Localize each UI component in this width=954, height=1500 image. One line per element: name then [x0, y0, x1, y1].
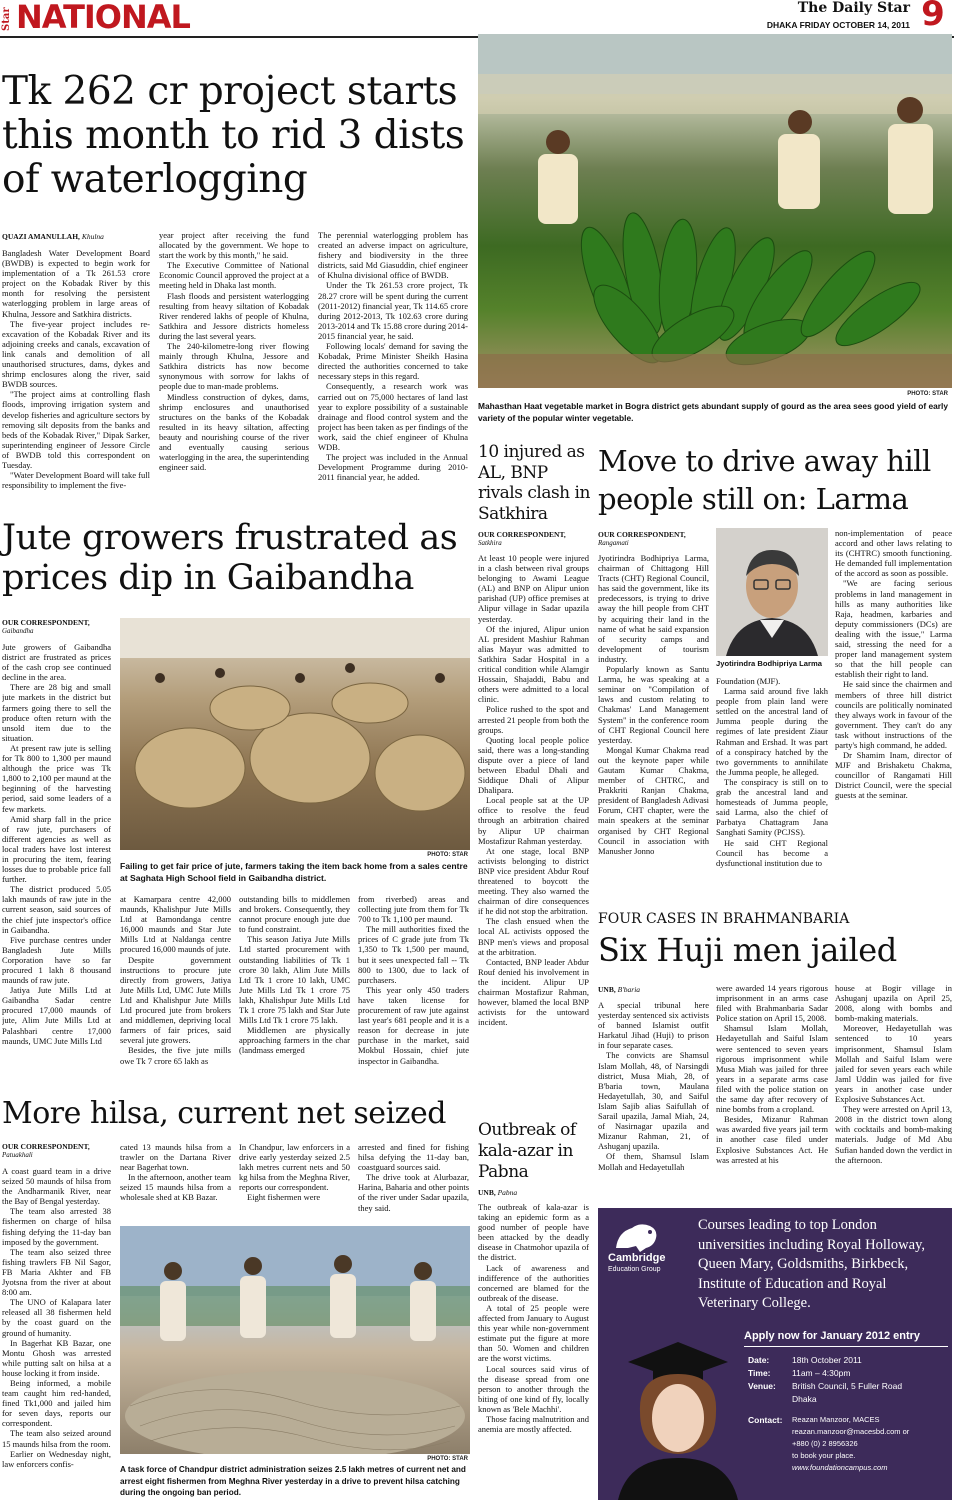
- paragraph: Bangladesh Water Development Board (BWDB) is expected to begin work for implementation of a Tk 261.53 crore project on the Kobadak River by this month for resolving the persistent waterlogging problem in large areas of Khulna, Jessore and Satkhira districts.: [2, 248, 150, 319]
- photo-caption: Mahasthan Haat vegetable market in Bogra district gets abundant supply of gourd as the area sees good yield of early variety of the popular winter vegetable.: [478, 401, 949, 423]
- story-column: [716, 676, 828, 901]
- paragraph: This year only 450 traders have taken license for procurement of raw jute against last year's 681 people and it is a reason for decrease in jute purchase in the market, said Mokbul Hossain, chief jute inspector in Gaibandha.: [358, 984, 469, 1066]
- byline-place: Satkhira: [478, 539, 502, 547]
- jute-illustration: [120, 618, 470, 850]
- ad-headline: Courses leading to top London universities including Royal Holloway, Queen Mary, Goldsmiths, Birkbeck, Institute of Education and Royal Veterinary College.: [698, 1217, 926, 1311]
- ad-website-link[interactable]: www.foundationcampus.com: [792, 1463, 888, 1472]
- paragraph: Amid sharp fall in the price of raw jute, purchasers of different agencies as well as local traders have lost interest in procuring the item, fearing losses due to probable price fall further.: [2, 813, 111, 885]
- byline-name: QUAZI AMANULLAH,: [2, 232, 80, 241]
- paragraph: Jatiya Jute Mills Ltd at Gaibandha Sadar centre procured 17,000 maunds of jute, Alim Jute Mills Ltd at Palashbari centre 17,000 maunds, UMC Jute Mills Ltd: [2, 985, 111, 1046]
- byline: [598, 985, 710, 994]
- story-column: [2, 642, 111, 1100]
- byline: [478, 1188, 590, 1197]
- dateline: DHAKA FRIDAY OCTOBER 14, 2011: [766, 20, 910, 30]
- paragraph: Police rushed to the spot and arrested 21 people from both the groups.: [478, 704, 589, 735]
- paragraph: The conspiracy is still on to grab the ancestral land and homesteads of Jumma people, said Larma, also the chief of Parbatya Chattagram Jana Sanghati Samity (PCJSS).: [716, 776, 828, 838]
- paragraph: They were arrested on April 13, 2008 in the district town along with cocktails and bomb-making materials. Judge of Md Abu Sufian handed down the verdict in the afternoon.: [835, 1104, 952, 1165]
- story-column: [2, 1166, 111, 1500]
- paragraph: Dr Shamim Inam, director of MJF and Brishaketu Chakma, councillor of Rangamati Hill District Council, were the special guests at the seminar.: [835, 750, 952, 801]
- ad-row-key: Venue:: [748, 1381, 776, 1391]
- ad-contact-line: +880 (0) 2 8956326: [792, 1439, 858, 1448]
- story-column: [358, 894, 469, 1100]
- paragraph: Those facing malnutrition and anemia are mostly affected.: [478, 1413, 589, 1435]
- side-logo: Star: [1, 7, 12, 31]
- story-column: [239, 894, 350, 1100]
- paragraph: year project after receiving the fund allocated by the government. We hope to start the work by this month," he said.: [159, 230, 309, 261]
- paragraph: The 240-kilometre-long river flowing mainly through Khulna, Jessore and Satkhira districts has now become synonymous with sorrow for lakhs of people due to man-made problems.: [159, 341, 309, 392]
- paragraph: There are 28 big and small jute markets in the district but farmers going there to sell the produce often return with the unsold item due to the situation.: [2, 682, 111, 743]
- ad-logo-sub: Education Group: [608, 1266, 661, 1273]
- photo-credit: PHOTO: STAR: [427, 852, 468, 858]
- ad-row-value: British Council, 5 Fuller Road Dhaka: [792, 1381, 903, 1404]
- story-column: [478, 553, 589, 1121]
- story-column: [358, 1142, 469, 1222]
- story-column: [598, 553, 709, 901]
- paragraph: At one stage, local BNP activists belonging to district BNP vice president Abdur Rouf threatened to boycott the meeting. They also warned the chairman of dire consequences if he did not stop the arbitration.: [478, 845, 589, 917]
- paragraph: Larma said around five lakh people from plain land were settled on the ancestral land of Jumma people during the regimes of late president Ziaur Rahman and Ershad. It was part of a conspiracy hatched by the two governments to annihilate the Jumma people, he alleged.: [716, 686, 828, 777]
- paragraph: Local sources said virus of the disease spread from one person to another through the biting of one kind of fly, locally known as 'Bele Machhi'.: [478, 1363, 589, 1414]
- ad-contact-line: Reazan Manzoor, MACES: [792, 1415, 880, 1424]
- ad-row: [748, 1354, 948, 1367]
- jute-farmers-photo: [120, 618, 470, 850]
- byline-name: OUR CORRESPONDENT,: [2, 618, 90, 627]
- paragraph: Jyotirindra Bodhipriya Larma, chairman of Chittagong Hill Tracts (CHT) Regional Council, has said the government, like its predecessors, is trying to drive away the hill people from CHT by acquiring their land in the name of what he said expansion of security camps and development of tourism industry.: [598, 553, 709, 664]
- story-column: [159, 230, 309, 506]
- paragraph: Contacted, BNP leader Abdur Rouf denied his involvement in the incident. Alipur UP chairman Mostafizur Rahman, however, blamed the local BNP activists for the untoward incident.: [478, 956, 589, 1028]
- headline-clash: 10 injured as AL, BNP rivals clash in Satkhira: [478, 442, 590, 524]
- paragraph: Middlemen are physically approaching farmers in the char (landmass emerged: [239, 1025, 350, 1056]
- ad-row: [748, 1367, 948, 1380]
- hilsa-net-photo: [120, 1226, 470, 1454]
- paragraph: "Water Development Board will take full responsibility to implement the five-: [2, 470, 150, 491]
- paragraph: In Bagerhat KB Bazar, one Montu Ghosh was arrested while putting salt on hilsa at a house locking it from inside.: [2, 1337, 111, 1378]
- gourd-illustration: [478, 34, 952, 388]
- ad-contact-line[interactable]: reazan.manzoor@macesbd.com or: [792, 1427, 910, 1436]
- paragraph: He said since the chairmen and members of three hill district councils are politically nominated they always work in favour of the government. They can't do any task without instructions of the party's high command, he added.: [835, 679, 952, 750]
- byline-place: Pabna: [497, 1188, 518, 1197]
- headline-kala-azar: Outbreak of kala-azar in Pabna: [478, 1120, 576, 1182]
- photo-caption: A task force of Chandpur district administration seizes 2.5 lakh metres of current net and arrest eight fishermen from Meghna River yesterday in a drive to prevent hilsa catching during the ongoing ban period.: [120, 1465, 466, 1497]
- gourd-market-photo: [478, 34, 952, 388]
- headline-jute: Jute growers frustrated as prices dip in Gaibandha: [2, 518, 458, 598]
- paragraph: The outbreak of kala-azar is taking an epidemic form as a good number of people have been attacked by the deadly disease in Chatmohor upazila of the district.: [478, 1202, 589, 1263]
- paragraph: Local people sat at the UP office to resolve the feud through an arbitration chaired by Alipur UP chairman Mostafizur Rahman yesterday.: [478, 795, 589, 846]
- paragraph: Lack of awareness and indifference of the authorities concerned are blamed for the outbreak of the disease.: [478, 1262, 589, 1303]
- paragraph: Shamsul Islam Mollah, Hedayetullah and Saiful Islam were sentenced to seven years rigorous imprisonment while Musa Miah was jailed for three years in a separate arms case filed with the police station on the same day after recovery of nine bombs from a cropland.: [716, 1023, 828, 1115]
- paragraph: Five purchase centres under Bangladesh Jute Mills Corporation have so far procured 1 lakh 8 thousand maunds of raw jute.: [2, 934, 111, 986]
- paragraph: Consequently, a research work was carried out on 75,000 hectares of land last year to explore possibility of a sustainable drainage and flood control system and the project has been taken as per findings of the work, said the chief engineer of Khulna WDB.: [318, 381, 468, 452]
- paragraph: "We are facing serious problems in land management in hills as many authorities like Raja, headmen, karbaries and deputy commissioners (DCs) are dealing with the issue," Larma said, stressing the need for a proper land management system so that the hill people can establish their right to land.: [835, 578, 952, 680]
- paragraph: The UNO of Kalapara later released all 38 fishermen held by the coast guard on the ground of humanity.: [2, 1297, 111, 1338]
- story-column: [239, 1142, 350, 1222]
- paragraph: Flash floods and persistent waterlogging resulting from heavy siltation of Kobadak River rendered lakhs of people of Khulna, Satkhira and Jessore districts homeless during the last several years.: [159, 290, 309, 341]
- paragraph: Of them, Shamsul Islam Mollah and Hedayetullah: [598, 1151, 709, 1172]
- paragraph: Of the injured, Alipur union AL president Mashiur Rahman alias Mayur was admitted to Satkhira Sadar Hospital in a critical condition while Alamgir Hossain, Shajaddi, Babu and others were admitted to a local clinic.: [478, 623, 589, 705]
- graduate-photo: [598, 1322, 748, 1500]
- byline-place: Patuakhali: [2, 1151, 33, 1159]
- byline: [2, 618, 112, 636]
- story-column: [478, 1202, 589, 1500]
- paragraph: The clash ensued when the local AL activists opposed the BNP men's views and proposal at the arbitration.: [478, 916, 589, 957]
- byline-name: OUR CORRESPONDENT,: [478, 530, 566, 539]
- photo-credit: PHOTO: STAR: [427, 1456, 468, 1462]
- story-column: [716, 983, 828, 1196]
- paragraph: A coast guard team in a drive seized 50 maunds of hilsa from the Andharmanik River, near the Bay of Bengal yesterday.: [2, 1166, 111, 1207]
- byline: [2, 232, 150, 241]
- ad-logo: Cambridge: [608, 1252, 666, 1264]
- paragraph: The five-year project includes re-excavation of the Kobadak River and its adjoining creeks and canals, excavation of link canals and demolition of all unauthorised structures, dams, dykes and shrimp enclosures along the river, said BWDB sources.: [2, 318, 150, 390]
- byline-name: OUR CORRESPONDENT,: [598, 530, 686, 539]
- story-column: [318, 230, 468, 506]
- story-column: [598, 1000, 709, 1196]
- masthead: [0, 0, 954, 38]
- paper-name: The Daily Star: [797, 0, 910, 16]
- paragraph: cated 13 maunds hilsa from a trawler on the Dartana River near Bagerhat town.: [120, 1142, 231, 1173]
- byline-name: UNB,: [478, 1188, 496, 1197]
- paragraph: The team also seized three fishing trawlers FB Nil Sagor, FB Maria Akhter and FB Jyotsna from the river at about 8:00 am.: [2, 1246, 111, 1298]
- paragraph: The Executive Committee of National Economic Council approved the project at a meeting held in Dhaka last month.: [159, 260, 309, 291]
- paragraph: The project was included in the Annual Development Programme during 2010-2011 financial year, he added.: [318, 452, 468, 483]
- headline-larma: Move to drive away hill people still on: Larma: [598, 444, 931, 516]
- portrait-caption: Jyotirindra Bodhipriya Larma: [716, 659, 822, 668]
- ad-contact-key: Contact:: [748, 1415, 783, 1425]
- portrait-illustration: [716, 528, 828, 656]
- byline-place: Gaibandha: [2, 627, 34, 635]
- paragraph: The team also seized around 15 maunds hilsa from the room.: [2, 1428, 111, 1449]
- ad-row: [748, 1380, 948, 1406]
- byline: [478, 530, 590, 548]
- paragraph: were awarded 14 years rigorous imprisonment in an arms case filed with Brahmanbaria Sadar Police station on April 15, 2008.: [716, 983, 828, 1024]
- story-column: [120, 894, 231, 1100]
- paragraph: "The project aims at controlling flash floods, improving irrigation system and develop fisheries and agriculture sectors by removing silt deposits from the banks and beds of the Kobadak River," Dipak Sarker, superintending engineer of Jessore Circle of BWDB told this correspondent on Tuesday.: [2, 389, 150, 470]
- story-column: [2, 248, 150, 506]
- paragraph: Besides, the five jute mills owe Tk 7 crore 65 lakh as: [120, 1045, 231, 1066]
- photo-credit: PHOTO: STAR: [907, 391, 948, 397]
- paragraph: At least 10 people were injured in a clash between rival groups belonging to Awami League (AL) and BNP on Alipur union parishad (UP) office premises at Alipur village in Sadar upazila yesterday.: [478, 553, 589, 624]
- paragraph: Following locals' demand for saving the Kobadak, Prime Minister Sheikh Hasina directed the authorities concerned to take necessary steps in this regard.: [318, 341, 468, 382]
- ad-contact: [748, 1414, 948, 1474]
- byline-name: OUR CORRESPONDENT,: [2, 1142, 90, 1151]
- paragraph: Besides, Mizanur Rahman was awarded five years jail term in another case filed under Explosive Substances Act. He was arrested at his: [716, 1114, 828, 1165]
- paragraph: Eight fishermen were: [247, 1192, 321, 1203]
- paragraph: The district produced 5.05 lakh maunds of raw jute in the current season, said sources of the chief jute inspector's office in Gaibandha.: [2, 884, 111, 935]
- paragraph: Moreover, Hedayetullah was sentenced to 10 years imprisonment, Shamsul Islam Mollah and Saiful Islam were jailed for seven years each while Jaml Uddin was jailed for five years in another case under Explosive Substances Act.: [835, 1023, 952, 1105]
- paragraph: This season Jatiya Jute Mills Ltd started procurement with outstanding liabilities of Tk 1 crore 30 lakh, Alim Jute Mills Ltd Tk 1 crore 10 lakh, UMC Jute Mills Ltd Tk 1 crore 75 lakh, Khalishpur Jute Mills Ltd Tk 1 crore 75 lakh and Star Jute Mills Ltd Tk 1 crore 75 lakh.: [239, 934, 350, 1026]
- paragraph: Foundation (MJF).: [716, 676, 781, 686]
- paragraph: The drive took at Alurbazar, Harina, Baharia and other points of the river under Sadar upazila, they said.: [358, 1172, 469, 1213]
- paragraph: The team also arrested 38 fishermen on charge of hilsa fishing defying the 11-day ban imposed by the government.: [2, 1206, 111, 1247]
- paragraph: outstanding bills to middlemen and brokers. Consequently, they cannot procure enough jute due to fund constraint.: [239, 894, 350, 935]
- paragraph: At present raw jute is selling for Tk 800 to 1,300 per maund although the price was Tk 1,800 to 2,100 per maund at the beginning of the harvesting period, said some leaders of a few markets.: [2, 742, 111, 814]
- byline-place: B'baria: [617, 985, 641, 994]
- paragraph: The convicts are Shamsul Islam Mollah, 48, of Narsingdi district, Musa Miah, 28, of B'baria town, Maulana Hedayetullah, 30, and Saiful Islam Sajib alias Saifullah of Sarail upazila, Jamal Miah, 24, of Nasirnagar upazila and Mizanur Rahman, 21, of Ashuganj upazila.: [598, 1050, 709, 1152]
- byline: [2, 1142, 112, 1160]
- paragraph: In the afternoon, another team seized 15 maunds hilsa from a wholesale shed at KB Bazar.: [120, 1172, 231, 1203]
- ad-details: [748, 1354, 948, 1406]
- byline-place: Rangamati: [598, 539, 629, 547]
- paragraph: A special tribunal here yesterday sentenced six activists of banned Islamist outfit Harkatul Jihad (Huji) to prison in four separate cases.: [598, 1000, 709, 1051]
- ad-row-value: 11am – 4:30pm: [792, 1368, 851, 1378]
- kicker: FOUR CASES IN BRAHMANBARIA: [598, 911, 850, 927]
- story-column: [835, 983, 952, 1196]
- headline-hilsa: More hilsa, current net seized: [2, 1096, 446, 1131]
- paragraph: house at Bogir village in Ashuganj upazila on April 25, 2008, along with bombs and bomb-making materials.: [835, 983, 952, 1024]
- paragraph: from riverbed) areas and collecting jute from them for Tk 700 to Tk 1,100 per maund.: [358, 894, 469, 925]
- ad-contact-line: to book your place.: [792, 1451, 856, 1460]
- paragraph: Earlier on Wednesday night, law enforcers confis-: [2, 1448, 111, 1469]
- photo-caption: Failing to get fair price of jute, farmers taking the item back home from a sales centre at Saghata High School field in Gaibandha district.: [120, 861, 468, 883]
- ad-row-value: 18th October 2011: [792, 1355, 862, 1365]
- story-column: [835, 528, 952, 901]
- hilsa-illustration: [120, 1226, 470, 1454]
- byline-name: UNB,: [598, 985, 616, 994]
- paragraph: He said CHT Regional Council has become a dysfunctional institution due to: [716, 837, 828, 868]
- paragraph: Despite government instructions to procure jute directly from growers, Jatiya Jute Mills Ltd, UMC Jute Mills Ltd and Khalishpur Jute Mills Ltd procured jute from brokers and middlemen, depriving local farmers of fair prices, said several jute growers.: [120, 954, 231, 1046]
- ad-row-key: Date:: [748, 1355, 770, 1365]
- cambridge-ad[interactable]: [598, 1208, 952, 1500]
- paragraph: Quoting local people police said, there was a long-standing dispute over a piece of land between Ebadul Dhali and Siddique Dhali of Alipur Dhalipara.: [478, 734, 589, 796]
- paragraph: In Chandpur, law enforcers in a drive early yesterday seized 2.5 lakh metres current nets and 50 kg hilsa from the Meghna River, reports our correspondent.: [239, 1142, 350, 1193]
- larma-portrait: [716, 528, 828, 656]
- paragraph: Jute growers of Gaibandha district are frustrated as prices of the cash crop see continued decline in the area.: [2, 642, 111, 683]
- byline-place: Khulna: [81, 232, 104, 241]
- paragraph: Being informed, a mobile team caught him red-handed, fined Tk1,000 and jailed him for seven days, reports our correspondent.: [2, 1377, 111, 1429]
- paragraph: at Kamarpara centre 42,000 maunds, Khalishpur Jute Mills Ltd at Bamondanga centre 16,000 maunds and Star Jute Mills Ltd at Naldanga centre procured 16,000 maunds of jute.: [120, 894, 231, 955]
- paragraph: The perennial waterlogging problem has created an adverse impact on agriculture, fishery and biodiversity in the three districts, said Md Giasuddin, chief engineer of Khulna divisional office of BWDB.: [318, 230, 468, 281]
- paragraph: Mongal Kumar Chakma read out the keynote paper while Gautam Kumar Chakma, member of CHTRC, and Prakkriti Ranjan Chakma, president of Bangladesh Adivasi Forum, CHT chapter, were the main speakers at the seminar organised by CHT Regional Council in association with Manusher Jonno: [598, 744, 709, 856]
- paragraph: Popularly known as Santu Larma, he was speaking at a seminar on "Compilation of laws and custom relating to Chakmas' Land Management System" in the conference room of CHT Regional Council here yesterday.: [598, 664, 709, 745]
- byline: [598, 530, 710, 548]
- apply-banner[interactable]: Apply now for January 2012 entry: [744, 1330, 948, 1347]
- paragraph: A total of 25 people were affected from January to August this year while non-government estimate put the figure at more than 50. Women and children are the worst victims.: [478, 1302, 589, 1364]
- paragraph: non-implementation of peace accord and other laws relating to its (CHTRC) smooth functioning. He demanded full implementation of the accord as soon as possible.: [835, 528, 952, 579]
- paragraph: arrested and fined for fishing hilsa defying the 11-day ban, coastguard sources said.: [358, 1142, 469, 1173]
- lion-logo-icon: [610, 1218, 664, 1256]
- paragraph: Under the Tk 261.53 crore project, Tk 28.27 crore will be spent during the current (2011-2012) financial year, Tk 114.65 crore during 2012-2013, Tk 102.63 crore during 2013-2014 and Tk 15.88 crore during 2014-2015 financial year, he said.: [318, 280, 468, 341]
- paragraph: The mill authorities fixed the prices of C grade jute from Tk 1,350 to Tk 1,500 per maund, but it sees unexpected fall -- Tk 800 to 1300, due to lack of purchasers.: [358, 924, 469, 985]
- section-title: NATIONAL: [16, 0, 190, 36]
- paragraph: Mindless construction of dykes, dams, shrimp enclosures and unauthorised structures on the banks of the Kobadak resulted in its heavy siltation, affecting beauty and nourishing course of the river and eventually causing serious waterlogging in the area, the superintending engineer said.: [159, 391, 309, 473]
- headline-waterlogging: Tk 262 cr project starts this month to rid 3 dists of waterlogging: [2, 69, 465, 202]
- ad-row-key: Time:: [748, 1368, 771, 1378]
- story-column: [120, 1142, 231, 1222]
- headline-huji: Six Huji men jailed: [598, 931, 897, 969]
- page-number: 9: [921, 0, 945, 34]
